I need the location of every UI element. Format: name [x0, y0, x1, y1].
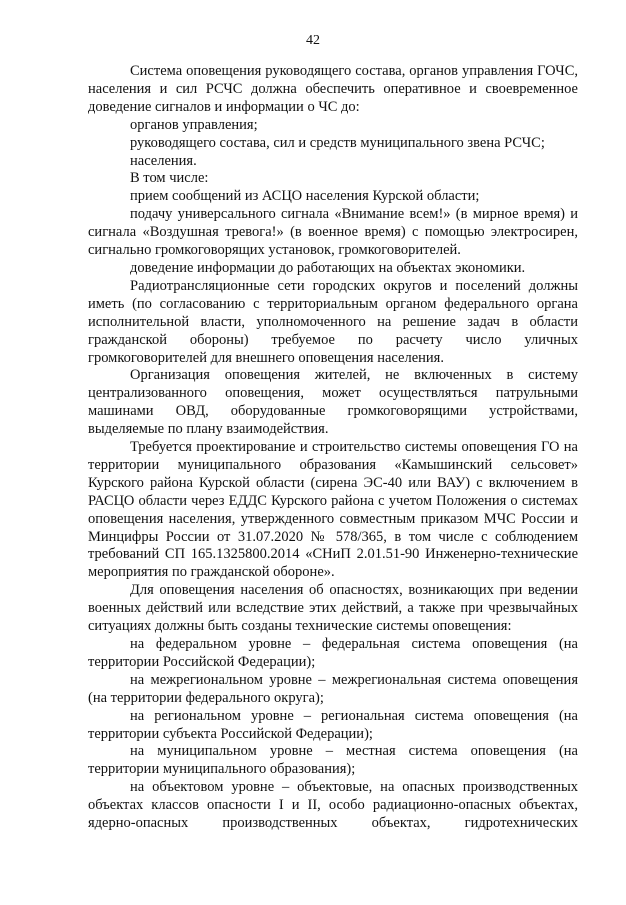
paragraph-notification-system: Система оповещения руководящего состава, органов управления ГОЧС, населения и сил РСЧС должна обеспечить оперативное и своевременное доведение сигналов и информации о ЧС до:	[88, 63, 578, 115]
paragraph-interregional-level: на межрегиональном уровне – межрегиональная система оповещения (на территории федерального округа);	[88, 671, 578, 706]
paragraph-asco-reception: прием сообщений из АСЦО населения Курской области;	[130, 188, 480, 205]
paragraph-design-requirement: Требуется проектирование и строительство системы оповещения ГО на территории муниципального образования «Камышинский сельсовет» Курского района Курской области (сирена ЭС-40 или ВАУ) с включением в РАСЦО области через ЕДДС Курского района с учетом Положения о системах оповещения населения, утвержденного совместным приказом МЧС России и Минцифры России от 31.07.2020 № 578/365, в том числе с соблюдением требований СП 165.1325800.2014 «СНиП 2.01.51-90 Инженерно-технические мероприятия по гражданской обороне».	[88, 439, 578, 581]
paragraph-municipal-level: на муниципальном уровне – местная система оповещения (на территории муниципального образования);	[88, 743, 578, 778]
paragraph-federal-level: на федеральном уровне – федеральная система оповещения (на территории Российской Федерации);	[88, 636, 578, 670]
page-number: 42	[306, 33, 320, 48]
paragraph-population: населения.	[130, 152, 197, 169]
paragraph-management-bodies: органов управления;	[130, 116, 258, 133]
paragraph-leadership: руководящего состава, сил и средств муниципального звена РСЧС;	[130, 134, 545, 151]
paragraph-signal-delivery: подачу универсального сигнала «Внимание всем!» (в мирное время) и сигнала «Воздушная тревога!» (в военное время) с помощью электросирен, сигнально громкоговорящих установок, громкоговорителей.	[88, 206, 578, 259]
paragraph-radio-networks: Радиотрансляционные сети городских округов и поселений должны иметь (по согласованию с территориальным органом федерального органа исполнительной власти, уполномоченного на решение задач в области гражданской обороны) требуемое по расчету число уличных громкоговорителей для внешнего оповещения населения.	[88, 277, 578, 366]
paragraph-technical-systems: Для оповещения населения об опасностях, возникающих при ведении военных действий или вследствие этих действий, а также при чрезвычайных ситуациях должны быть созданы технические системы оповещения:	[88, 582, 578, 635]
paragraph-patrol-notification: Организация оповещения жителей, не включенных в систему централизованного оповещения, может осуществляться патрульными машинами ОВД, оборудованные громкоговорящими устройствами, выделяемые по плану взаимодействия.	[88, 367, 578, 438]
document-body	[88, 63, 578, 833]
paragraph-regional-level: на региональном уровне – региональная система оповещения (на территории субъекта Российской Федерации);	[88, 707, 578, 742]
paragraph-economy-objects: доведение информации до работающих на объектах экономики.	[130, 259, 526, 276]
paragraph-object-level: на объектовом уровне – объектовые, на опасных производственных объектах классов опасности I и II, особо радиационно-опасных объектах, ядерно-опасных производственных объектах, гидротехнических	[88, 779, 578, 832]
paragraph-including: В том числе:	[130, 170, 209, 187]
